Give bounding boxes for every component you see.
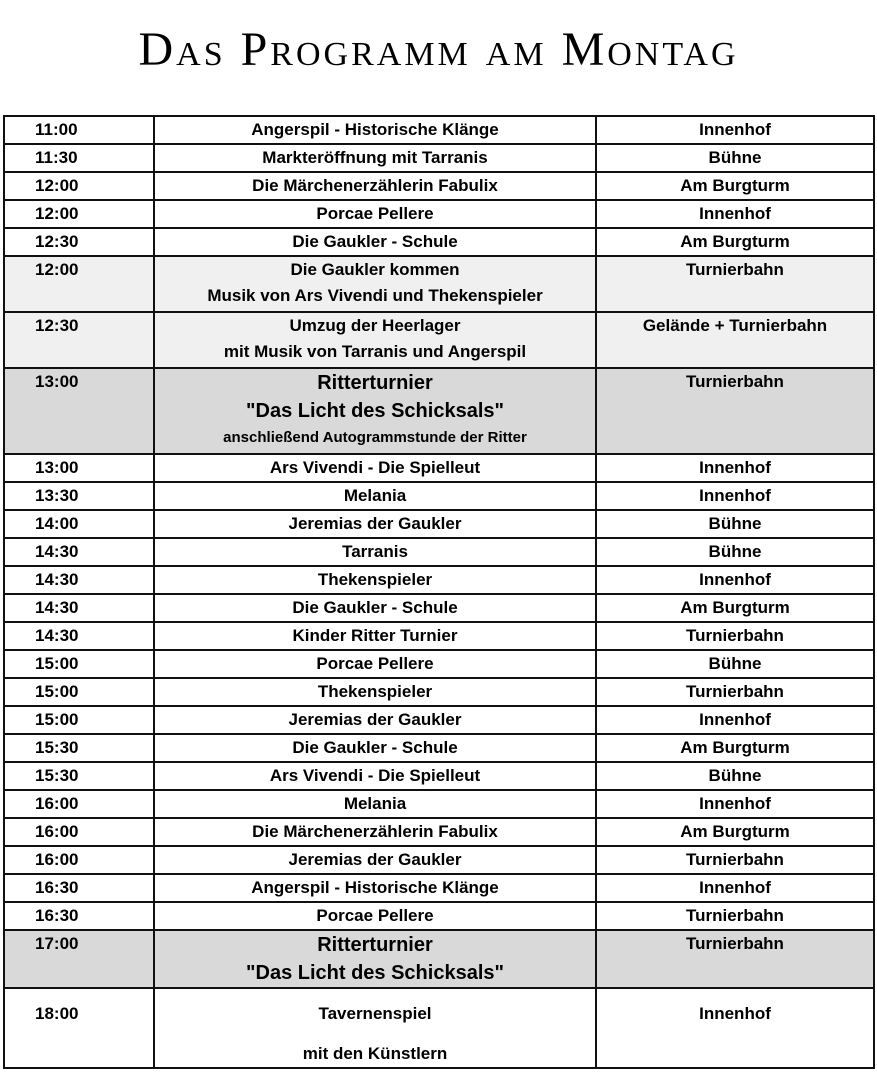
place-cell: Bühne	[596, 762, 874, 790]
place-cell: Bühne	[596, 538, 874, 566]
time-cell: 14:30	[4, 594, 154, 622]
place-cell: Innenhof	[596, 874, 874, 902]
table-row	[4, 510, 874, 538]
time-cell: 12:00	[4, 172, 154, 200]
place-cell: Turnierbahn	[596, 930, 874, 988]
event-subline: mit den Künstlern	[302, 1044, 448, 1063]
event-cell: Melania	[154, 482, 596, 510]
event-cell	[154, 368, 596, 454]
time-cell: 11:30	[4, 144, 154, 172]
event-cell: Markteröffnung mit Tarranis	[154, 144, 596, 172]
table-row	[4, 454, 874, 482]
event-cell: Ars Vivendi - Die Spielleut	[154, 762, 596, 790]
time-cell: 14:30	[4, 538, 154, 566]
event-cell: Porcae Pellere	[154, 650, 596, 678]
event-cell: Jeremias der Gaukler	[154, 706, 596, 734]
table-row	[4, 172, 874, 200]
place-cell: Innenhof	[596, 988, 874, 1068]
time-cell: 17:00	[4, 930, 154, 988]
place-cell: Innenhof	[596, 482, 874, 510]
place-cell: Turnierbahn	[596, 256, 874, 312]
table-row	[4, 200, 874, 228]
event-cell: Angerspil - Historische Klänge	[154, 874, 596, 902]
table-row	[4, 594, 874, 622]
time-cell: 16:30	[4, 902, 154, 930]
place-cell: Innenhof	[596, 116, 874, 144]
event-cell: Ars Vivendi - Die Spielleut	[154, 454, 596, 482]
event-line: Ritterturnier	[317, 372, 433, 394]
time-cell: 14:00	[4, 510, 154, 538]
place-cell: Turnierbahn	[596, 622, 874, 650]
place-cell: Am Burgturm	[596, 734, 874, 762]
time-cell: 15:00	[4, 678, 154, 706]
event-cell: Jeremias der Gaukler	[154, 510, 596, 538]
time-cell: 12:30	[4, 228, 154, 256]
event-cell: Tarranis	[154, 538, 596, 566]
event-cell: Jeremias der Gaukler	[154, 846, 596, 874]
time-cell: 16:00	[4, 846, 154, 874]
event-cell: Angerspil - Historische Klänge	[154, 116, 596, 144]
table-row	[4, 902, 874, 930]
event-line: Umzug der Heerlager	[289, 316, 461, 335]
time-cell: 12:30	[4, 312, 154, 368]
table-row	[4, 734, 874, 762]
event-subline: "Das Licht des Schicksals"	[246, 400, 504, 422]
table-row	[4, 678, 874, 706]
table-row	[4, 482, 874, 510]
place-cell: Turnierbahn	[596, 846, 874, 874]
place-cell: Bühne	[596, 144, 874, 172]
page-title: Das Programm am Montag	[138, 23, 739, 76]
time-cell: 12:00	[4, 256, 154, 312]
event-cell: Die Gaukler - Schule	[154, 734, 596, 762]
table-row	[4, 368, 874, 454]
time-cell: 13:00	[4, 454, 154, 482]
event-cell: Die Märchenerzählerin Fabulix	[154, 172, 596, 200]
place-cell: Gelände + Turnierbahn	[596, 312, 874, 368]
place-cell: Bühne	[596, 650, 874, 678]
event-cell: Porcae Pellere	[154, 200, 596, 228]
place-cell: Turnierbahn	[596, 368, 874, 454]
place-cell: Am Burgturm	[596, 172, 874, 200]
place-cell: Innenhof	[596, 454, 874, 482]
time-cell: 11:00	[4, 116, 154, 144]
event-note: anschließend Autogrammstunde der Ritter	[223, 429, 527, 446]
time-cell: 13:30	[4, 482, 154, 510]
time-cell: 12:00	[4, 200, 154, 228]
event-cell	[154, 930, 596, 988]
table-row	[4, 538, 874, 566]
table-row	[4, 790, 874, 818]
place-cell: Innenhof	[596, 790, 874, 818]
event-subline: mit Musik von Tarranis und Angerspil	[223, 342, 527, 361]
time-cell: 15:30	[4, 762, 154, 790]
time-cell: 16:00	[4, 790, 154, 818]
time-cell: 14:30	[4, 622, 154, 650]
event-cell: Die Gaukler - Schule	[154, 594, 596, 622]
event-cell: Die Märchenerzählerin Fabulix	[154, 818, 596, 846]
place-cell: Innenhof	[596, 566, 874, 594]
table-row	[4, 818, 874, 846]
event-line: Tavernenspiel	[318, 1004, 432, 1023]
place-cell: Innenhof	[596, 706, 874, 734]
table-row	[4, 874, 874, 902]
table-row	[4, 930, 874, 988]
event-cell: Porcae Pellere	[154, 902, 596, 930]
table-row	[4, 650, 874, 678]
table-row	[4, 312, 874, 368]
table-row	[4, 256, 874, 312]
place-cell: Bühne	[596, 510, 874, 538]
place-cell: Turnierbahn	[596, 678, 874, 706]
schedule-table	[3, 115, 875, 1069]
table-row	[4, 566, 874, 594]
table-row	[4, 762, 874, 790]
time-cell: 18:00	[4, 988, 154, 1068]
event-subline: "Das Licht des Schicksals"	[246, 962, 504, 984]
event-line: Die Gaukler kommen	[290, 260, 460, 279]
event-cell	[154, 256, 596, 312]
event-cell	[154, 988, 596, 1068]
table-row	[4, 144, 874, 172]
table-row	[4, 622, 874, 650]
event-cell: Thekenspieler	[154, 678, 596, 706]
place-cell: Innenhof	[596, 200, 874, 228]
place-cell: Am Burgturm	[596, 818, 874, 846]
event-cell: Melania	[154, 790, 596, 818]
time-cell: 14:30	[4, 566, 154, 594]
event-cell: Die Gaukler - Schule	[154, 228, 596, 256]
time-cell: 16:00	[4, 818, 154, 846]
time-cell: 13:00	[4, 368, 154, 454]
event-cell: Kinder Ritter Turnier	[154, 622, 596, 650]
event-subline: Musik von Ars Vivendi und Thekenspieler	[207, 286, 543, 305]
table-row	[4, 116, 874, 144]
event-cell	[154, 312, 596, 368]
table-row	[4, 228, 874, 256]
place-cell: Am Burgturm	[596, 594, 874, 622]
table-row	[4, 846, 874, 874]
time-cell: 15:00	[4, 650, 154, 678]
time-cell: 15:00	[4, 706, 154, 734]
place-cell: Turnierbahn	[596, 902, 874, 930]
place-cell: Am Burgturm	[596, 228, 874, 256]
time-cell: 16:30	[4, 874, 154, 902]
event-cell: Thekenspieler	[154, 566, 596, 594]
time-cell: 15:30	[4, 734, 154, 762]
table-row	[4, 988, 874, 1068]
table-row	[4, 706, 874, 734]
event-line: Ritterturnier	[317, 934, 433, 956]
